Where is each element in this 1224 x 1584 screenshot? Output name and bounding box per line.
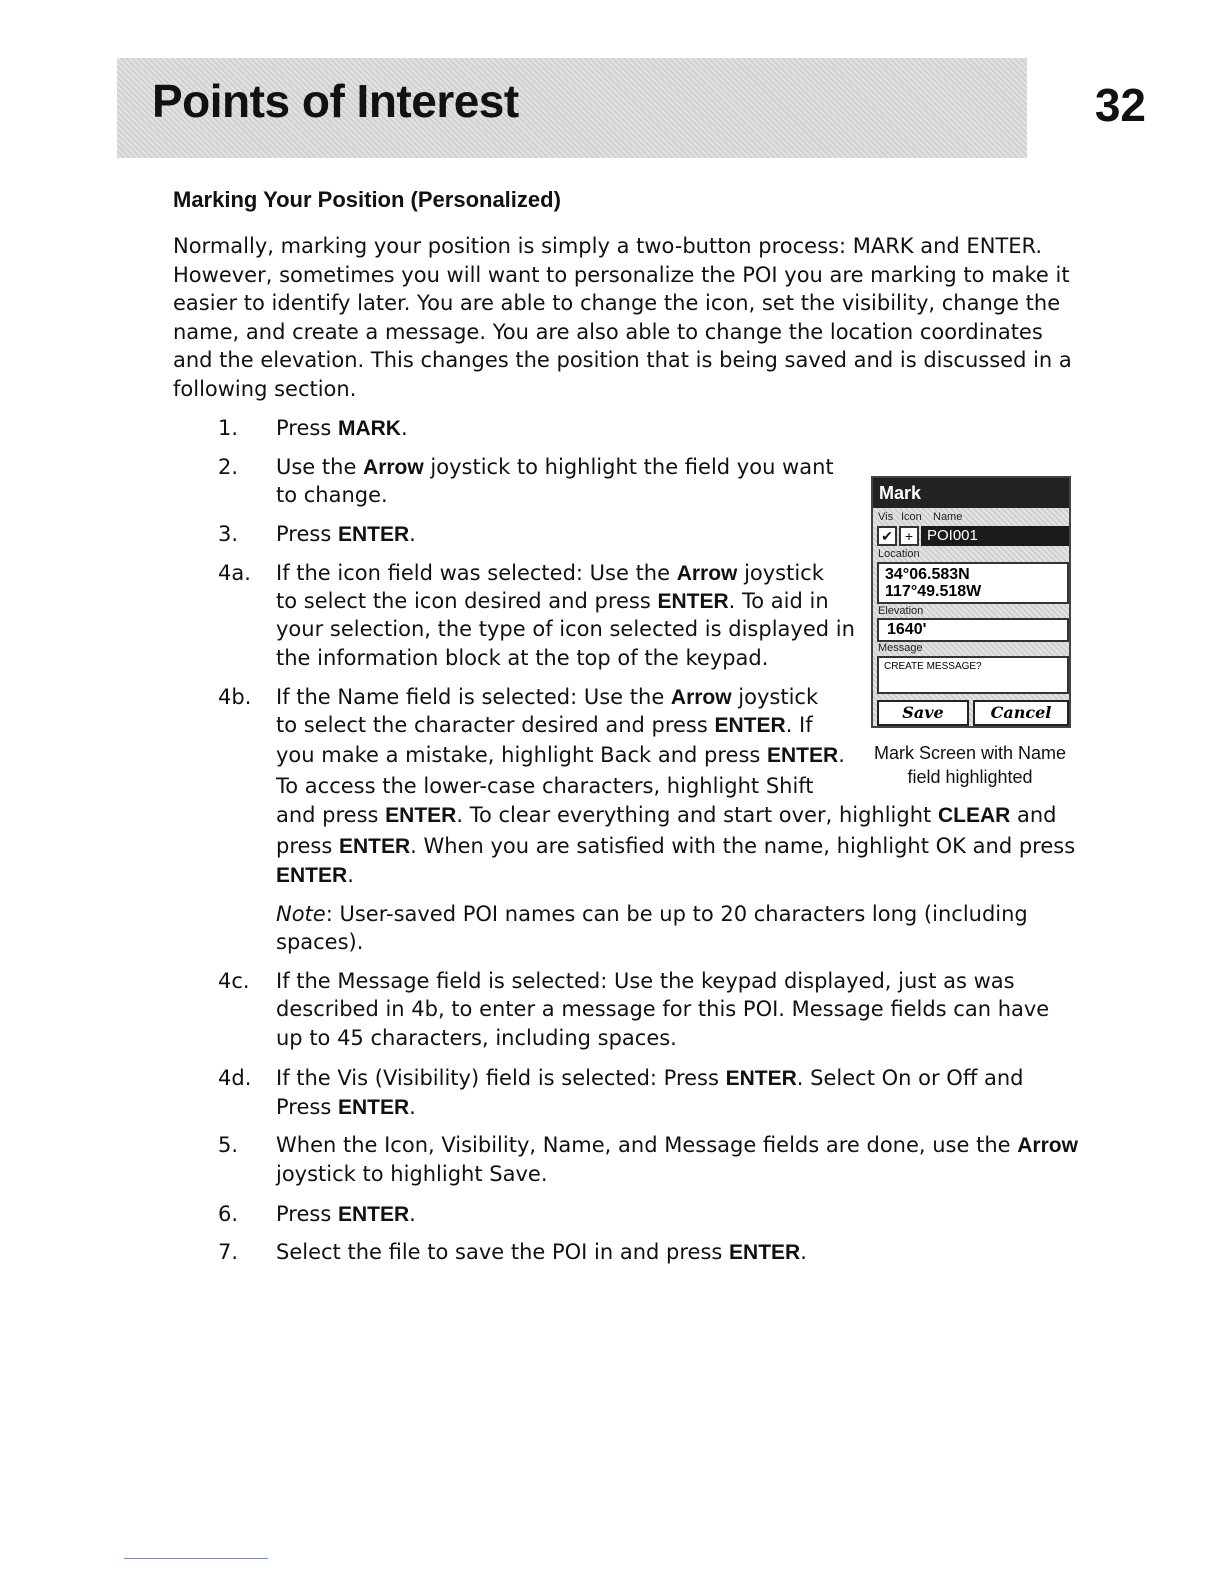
elevation-field[interactable]: 1640' — [877, 618, 1069, 642]
step-number: 4a. — [218, 561, 251, 585]
location-label: Location — [878, 548, 920, 560]
latitude-value: 34°06.583N — [885, 566, 970, 583]
location-field[interactable] — [877, 562, 1069, 604]
longitude-value: 117°49.518W — [885, 583, 982, 600]
figure-caption: Mark Screen with Name field highlighted — [873, 743, 1067, 787]
vis-label: Vis — [878, 511, 894, 523]
message-field[interactable]: CREATE MESSAGE? — [877, 656, 1069, 694]
step-number: 3. — [218, 522, 239, 546]
step-number: 2. — [218, 455, 239, 479]
step-number: 6. — [218, 1202, 239, 1226]
name-label: Name — [933, 511, 963, 523]
plus-icon[interactable]: + — [899, 526, 919, 546]
step-number: 1. — [218, 416, 239, 440]
vis-checkbox[interactable]: ✔ — [877, 526, 897, 546]
step-number: 5. — [218, 1133, 239, 1157]
mark-screen-title: Mark — [873, 478, 1069, 508]
message-label: Message — [878, 642, 923, 654]
elevation-label: Elevation — [878, 605, 924, 617]
step-number: 4c. — [218, 969, 250, 993]
step-number: 7. — [218, 1240, 239, 1264]
name-field[interactable]: POI001 — [921, 526, 1069, 546]
save-button[interactable]: Save — [877, 700, 969, 726]
step-number: 4b. — [218, 685, 252, 709]
section-title: Marking Your Position (Personalized) — [173, 187, 561, 212]
footer-rule — [124, 1558, 268, 1559]
page-number: 32 — [1094, 79, 1146, 131]
step-number: 4d. — [218, 1066, 252, 1090]
mark-screen-figure — [871, 476, 1071, 728]
cancel-button[interactable]: Cancel — [973, 700, 1069, 726]
chapter-title: Points of Interest — [152, 75, 519, 127]
intro-paragraph: Normally, marking your position is simply a two-button process: MARK and ENTER. However, sometimes you will want to personalize the POI you are marking to make it easier to identify later. You are able to change the icon, set the visibility, change the name, and create a message. You are also able to change the location coordinates and the elevation. This changes the position that is being saved and is discussed in a following section. — [173, 234, 1072, 401]
note-label: Note — [276, 902, 326, 926]
icon-label: Icon — [901, 511, 922, 523]
